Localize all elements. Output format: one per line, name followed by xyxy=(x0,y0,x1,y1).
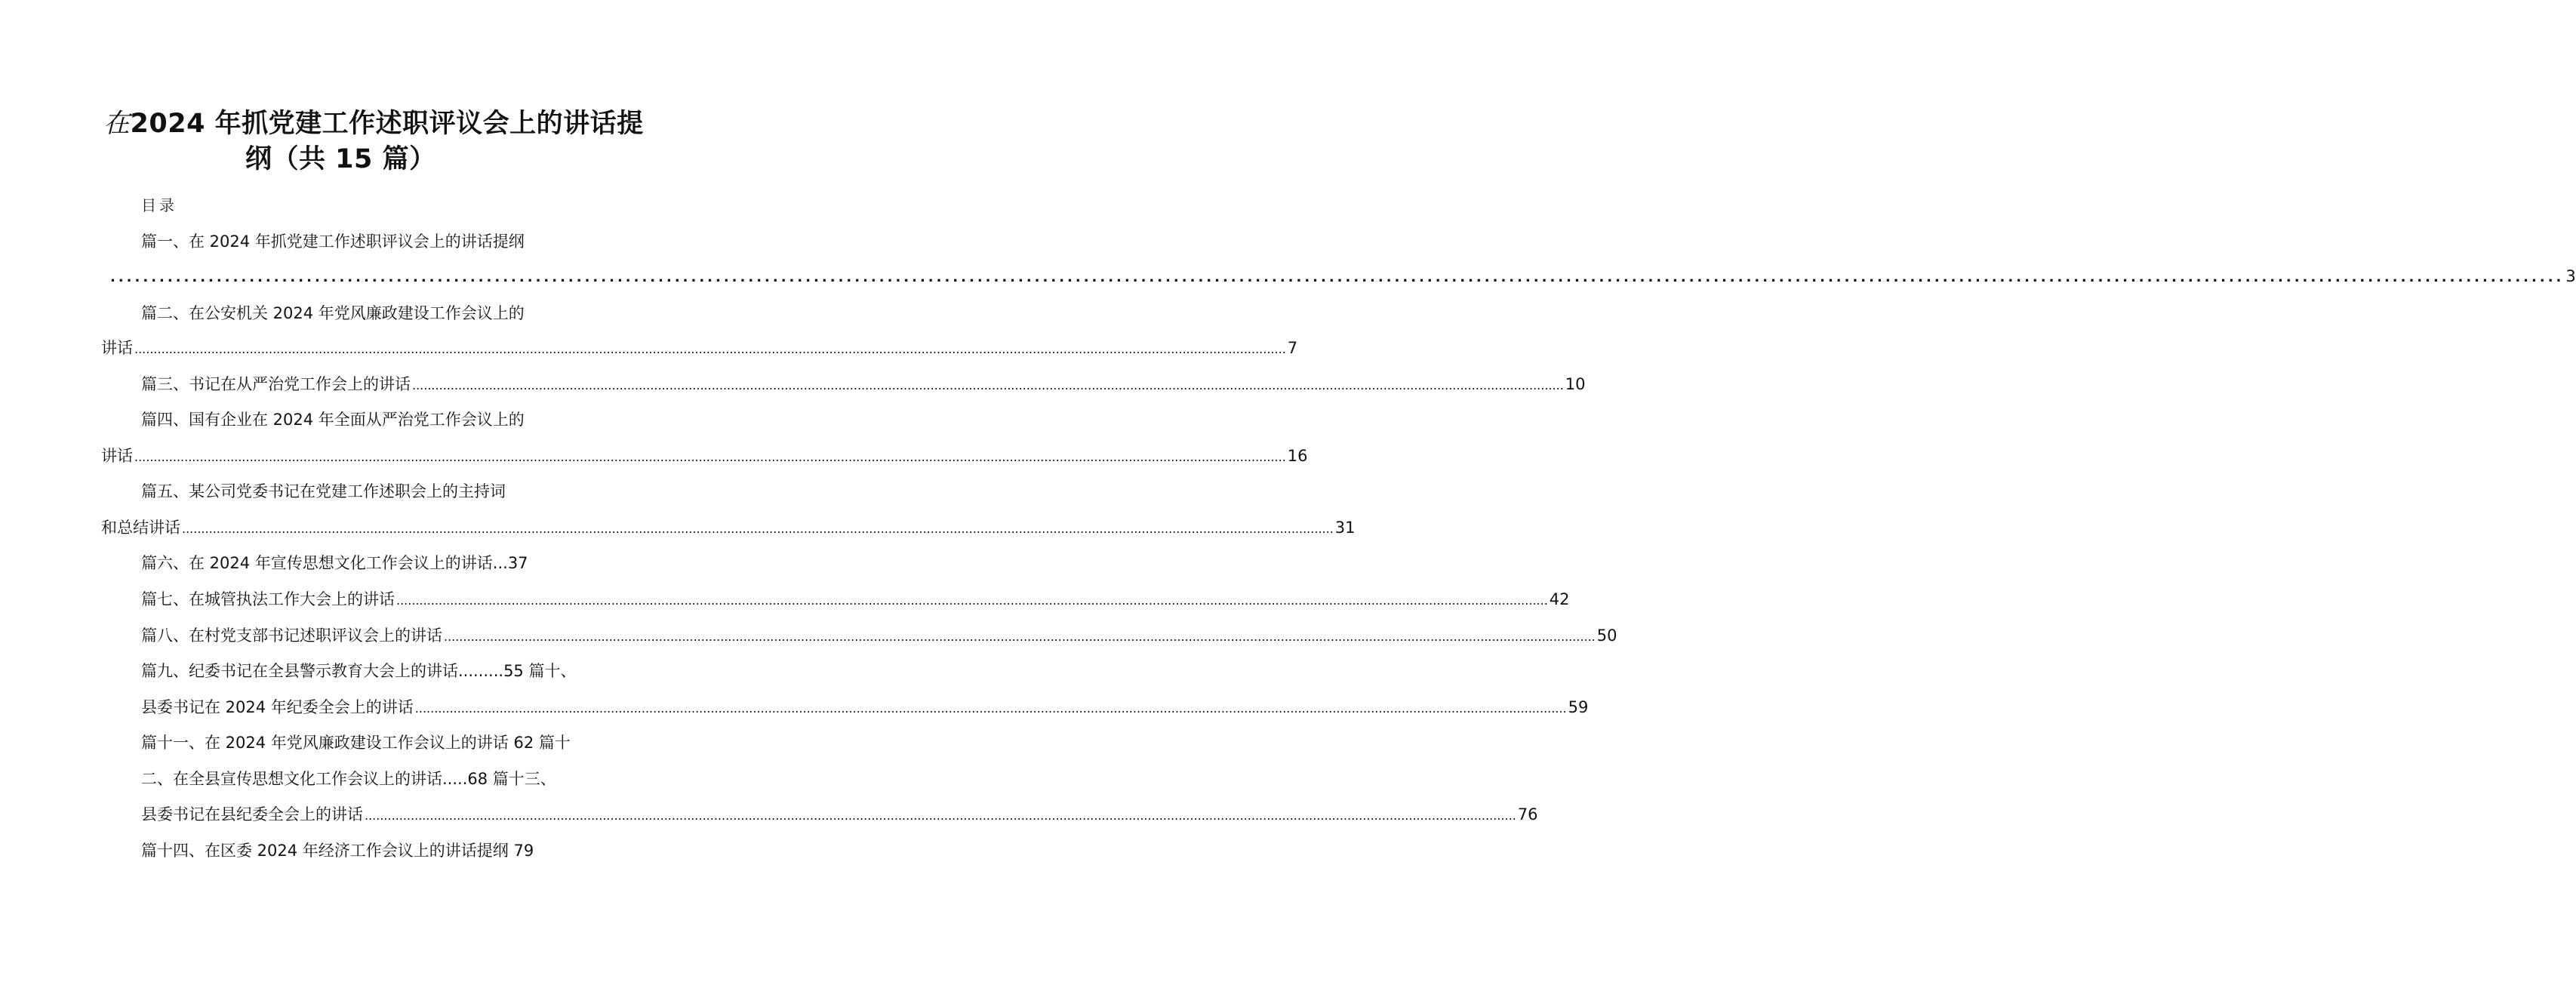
toc-entry-text: 篇三、书记在从严治党工作会上的讲话 xyxy=(141,375,411,393)
toc-entry-text: 讲话 xyxy=(101,447,133,465)
dot-leader: ............................................................................................................................................................................................................................................................................................................ xyxy=(134,342,1286,356)
toc-entry-text: 篇五、某公司党委书记在党建工作述职会上的主持词 xyxy=(141,482,506,500)
toc-entry-text: 篇一、在 2024 年抓党建工作述职评议会上的讲话提纲 xyxy=(141,232,525,251)
toc-line xyxy=(101,445,1308,467)
dot-leader: ............................................................................................................................................................................................................................................................................................................ xyxy=(182,522,1334,536)
toc-entry-text: 篇七、在城管执法工作大会上的讲话 xyxy=(141,590,395,608)
toc-line xyxy=(141,696,1589,719)
toc-entry-text: 和总结讲话 xyxy=(101,519,180,537)
toc-page-number: 3 xyxy=(2565,267,2576,285)
toc-line xyxy=(141,624,1617,647)
document-title-line-1 xyxy=(103,103,644,140)
toc-heading: 目录 xyxy=(141,196,177,214)
toc-page-number: 16 xyxy=(1287,447,1308,465)
dot-leader: ............................................................................................................................................................................................................................................................................................................ xyxy=(444,630,1596,644)
toc-page-number: 76 xyxy=(1517,805,1538,823)
toc-entry-text: 篇八、在村党支部书记述职评议会上的讲话 xyxy=(141,626,442,645)
dot-leader: ............................................................................................................................................................................................................................................................................................................ xyxy=(134,450,1286,464)
toc-line xyxy=(141,660,604,682)
toc-entry-text: 篇十四、在区委 2024 年经济工作会议上的讲话提纲 79 xyxy=(141,842,534,860)
toc-line xyxy=(101,516,1356,539)
document-title-line-2: 纲（共 15 篇） xyxy=(245,144,436,174)
toc-line xyxy=(141,480,574,503)
toc-page-number: 50 xyxy=(1596,626,1617,645)
toc-page-number: 7 xyxy=(1287,339,1298,357)
dot-leader: ............................................................................................................................................................................................................................................................................................................ xyxy=(110,269,2565,285)
toc-page-number: 10 xyxy=(1565,375,1586,393)
toc-line xyxy=(141,839,574,862)
toc-line xyxy=(141,408,574,431)
toc-entry-text: 篇六、在 2024 年宣传思想文化工作会议上的讲话...37 xyxy=(141,554,528,572)
toc-entry-text: 篇九、纪委书记在全县警示教育大会上的讲话.........55 篇十、 xyxy=(141,662,577,680)
dot-leader: ............................................................................................................................................................................................................................................................................................................ xyxy=(365,808,1516,823)
toc-page-number: 42 xyxy=(1549,590,1570,608)
toc-line xyxy=(101,337,1298,359)
toc-line xyxy=(141,803,1538,826)
toc-line xyxy=(141,552,574,574)
toc-entry-text: 讲话 xyxy=(101,339,133,357)
title-prefix: 在 xyxy=(103,109,131,139)
toc-page-number: 59 xyxy=(1568,698,1589,716)
toc-entry-text: 县委书记在县纪委全会上的讲话 xyxy=(141,805,363,823)
toc-line xyxy=(109,265,2576,288)
toc-line xyxy=(141,373,1586,396)
toc-line xyxy=(141,302,574,325)
title-line-1-text: 2024 年抓党建工作述职评议会上的讲话提 xyxy=(130,109,644,139)
dot-leader: ............................................................................................................................................................................................................................................................................................................ xyxy=(412,378,1564,392)
toc-line xyxy=(141,768,604,790)
toc-line xyxy=(141,230,574,253)
toc-line xyxy=(141,588,1570,611)
toc-entry-text: 二、在全县宣传思想文化工作会议上的讲话.....68 篇十三、 xyxy=(141,770,556,788)
dot-leader: ............................................................................................................................................................................................................................................................................................................ xyxy=(396,593,1548,608)
toc-entry-text: 县委书记在 2024 年纪委全会上的讲话 xyxy=(141,698,414,716)
toc-line xyxy=(141,731,604,754)
toc-entry-text: 篇四、国有企业在 2024 年全面从严治党工作会议上的 xyxy=(141,411,525,429)
toc-entry-text: 篇二、在公安机关 2024 年党风廉政建设工作会议上的 xyxy=(141,304,525,322)
toc-entry-text: 篇十一、在 2024 年党风廉政建设工作会议上的讲话 62 篇十 xyxy=(141,734,571,752)
toc-page-number: 31 xyxy=(1334,519,1356,537)
dot-leader: ............................................................................................................................................................................................................................................................................................................ xyxy=(414,701,1567,716)
